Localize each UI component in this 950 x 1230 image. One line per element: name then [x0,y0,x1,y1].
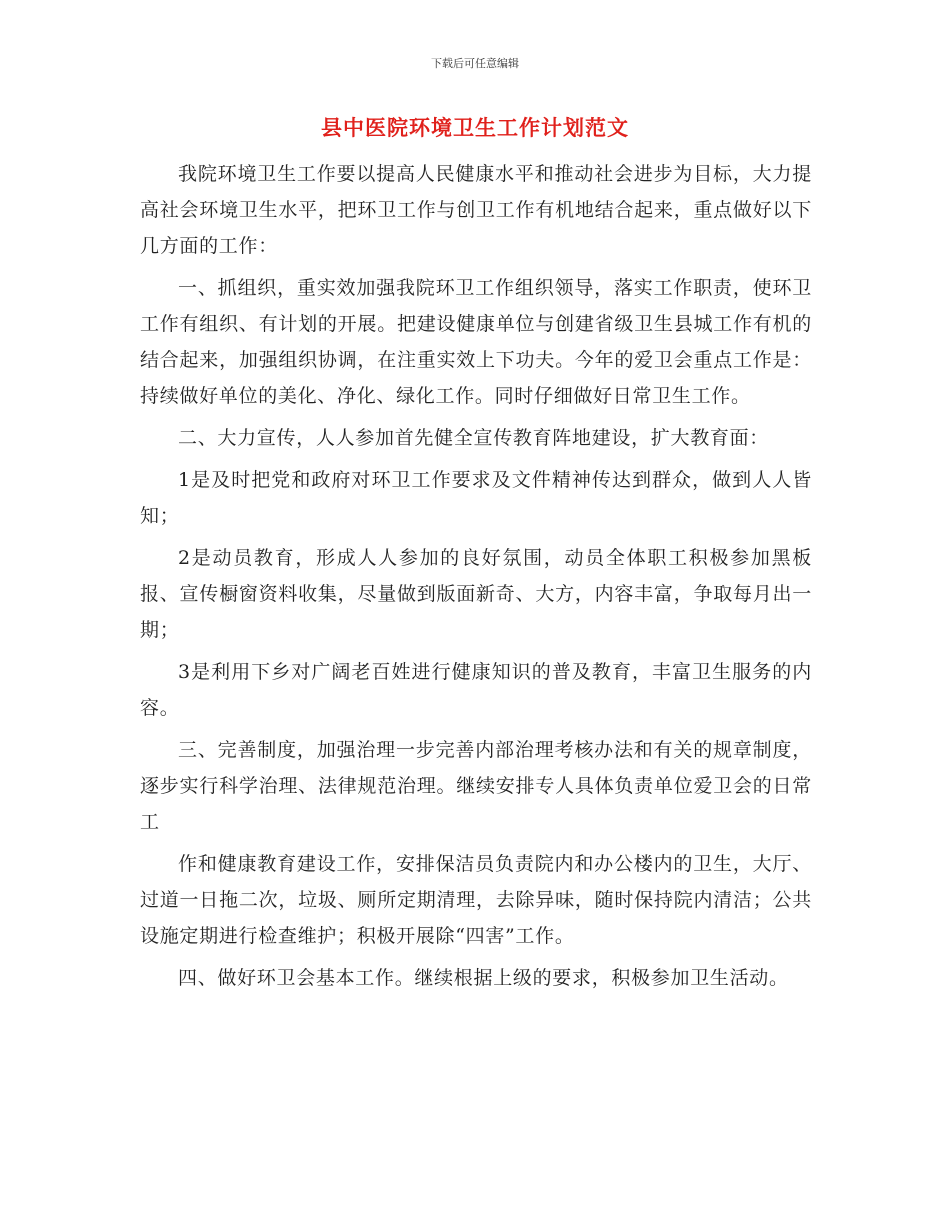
paragraph-section-3-cont: 作和健康教育建设工作，安排保洁员负责院内和办公楼内的卫生，大厅、过道一日拖二次，垃圾、厕所定期清理，去除异味，随时保持院内清洁；公共设施定期进行检查维护；积极开展除“四害”工作。 [140,853,812,947]
paragraph-item-2: 2是动员教育，形成人人参加的良好氛围，动员全体职工积极参加黑板报、宣传橱窗资料收集，尽量做到版面新奇、大方，内容丰富，争取每月出一期； [140,547,812,641]
paragraph-item-3: 3是利用下乡对广阔老百姓进行健康知识的普及教育，丰富卫生服务的内容。 [140,661,812,719]
paragraph-section-3: 三、完善制度，加强治理一步完善内部治理考核办法和有关的规章制度，逐步实行科学治理、法律规范治理。继续安排专人具体负责单位爱卫会的日常工 [140,739,812,833]
document-body [140,156,812,1002]
paragraph-item-1: 1是及时把党和政府对环卫工作要求及文件精神传达到群众，做到人人皆知； [140,469,812,527]
document-title: 县中医院环境卫生工作计划范文 [321,115,629,140]
paragraph-intro: 我院环境卫生工作要以提高人民健康水平和推动社会进步为目标，大力提高社会环境卫生水平，把环卫工作与创卫工作有机地结合起来，重点做好以下几方面的工作： [140,163,812,257]
paragraph-section-2: 二、大力宣传，人人参加首先健全宣传教育阵地建设，扩大教育面： [178,427,770,449]
header-note: 下载后可任意编辑 [431,57,519,70]
paragraph-section-1: 一、抓组织，重实效加强我院环卫工作组织领导，落实工作职责，使环卫工作有组织、有计划的开展。把建设健康单位与创建省级卫生县城工作有机的结合起来，加强组织协调，在注重实效上下功夫。今年的爱卫会重点工作是：持续做好单位的美化、净化、绿化工作。同时仔细做好日常卫生工作。 [140,277,812,407]
paragraph-section-4: 四、做好环卫会基本工作。继续根据上级的要求，积极参加卫生活动。 [178,967,789,989]
